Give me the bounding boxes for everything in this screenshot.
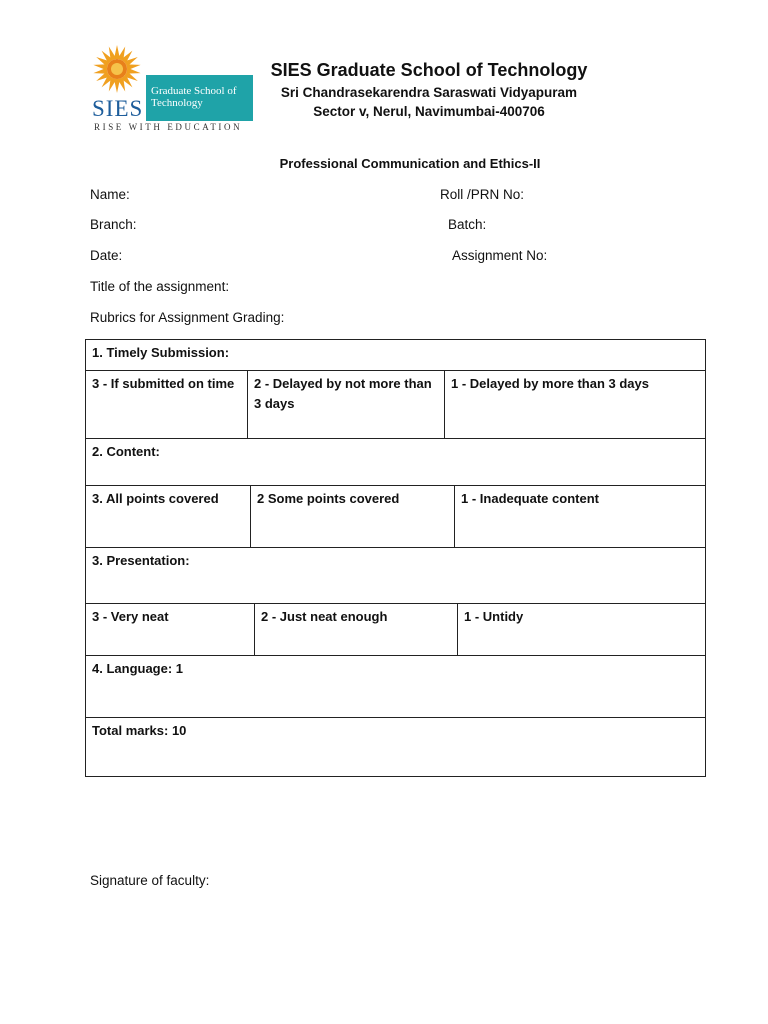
rubrics-label: Rubrics for Assignment Grading: bbox=[90, 310, 285, 325]
language-header: 4. Language: 1 bbox=[92, 661, 184, 676]
content-option-2: 2 Some points covered bbox=[250, 486, 454, 547]
content-option-3: 3. All points covered bbox=[92, 491, 219, 506]
timely-option-3: 3 - If submitted on time bbox=[92, 376, 235, 391]
content-row bbox=[86, 439, 705, 486]
name-label: Name: bbox=[90, 187, 130, 202]
timely-submission-row bbox=[86, 340, 705, 371]
address-line-2: Sector v, Nerul, Navimumbai-400706 bbox=[313, 104, 545, 119]
course-title: Professional Communication and Ethics-II bbox=[279, 156, 541, 171]
date-label: Date: bbox=[90, 248, 123, 263]
roll-prn-label: Roll /PRN No: bbox=[440, 187, 525, 202]
signature-of-faculty-label: Signature of faculty: bbox=[90, 873, 210, 888]
presentation-options-row bbox=[86, 604, 705, 656]
content-option-1: 1 - Inadequate content bbox=[454, 486, 705, 547]
total-marks: Total marks: 10 bbox=[92, 723, 187, 738]
batch-label: Batch: bbox=[448, 217, 487, 232]
logo-tagline: RISE WITH EDUCATION bbox=[94, 122, 243, 132]
timely-options-row bbox=[86, 371, 705, 439]
branch-label: Branch: bbox=[90, 217, 137, 232]
assignment-no-label: Assignment No: bbox=[452, 248, 548, 263]
presentation-option-3: 3 - Very neat bbox=[92, 609, 169, 624]
logo-initials: SIES bbox=[92, 96, 144, 121]
rubric-table bbox=[85, 339, 706, 777]
presentation-header: 3. Presentation: bbox=[92, 553, 190, 568]
sun-logo-icon bbox=[92, 44, 142, 94]
total-marks-row bbox=[86, 718, 705, 776]
logo-box-text-line1: Graduate School of bbox=[151, 85, 237, 97]
timely-option-1: 1 - Delayed by more than 3 days bbox=[444, 371, 705, 438]
logo-box-text-line2: Technology bbox=[151, 97, 203, 109]
content-options-row bbox=[86, 486, 705, 548]
presentation-option-2: 2 - Just neat enough bbox=[254, 604, 457, 655]
content-header: 2. Content: bbox=[92, 444, 160, 459]
language-row bbox=[86, 656, 705, 718]
timely-submission-header: 1. Timely Submission: bbox=[92, 345, 230, 360]
school-name: SIES Graduate School of Technology bbox=[270, 60, 588, 80]
presentation-row bbox=[86, 548, 705, 604]
address-line-1: Sri Chandrasekarendra Saraswati Vidyapuram bbox=[280, 85, 578, 100]
presentation-option-1: 1 - Untidy bbox=[457, 604, 705, 655]
assignment-title-label: Title of the assignment: bbox=[90, 279, 230, 294]
timely-option-2: 2 - Delayed by not more than 3 days bbox=[247, 371, 444, 438]
